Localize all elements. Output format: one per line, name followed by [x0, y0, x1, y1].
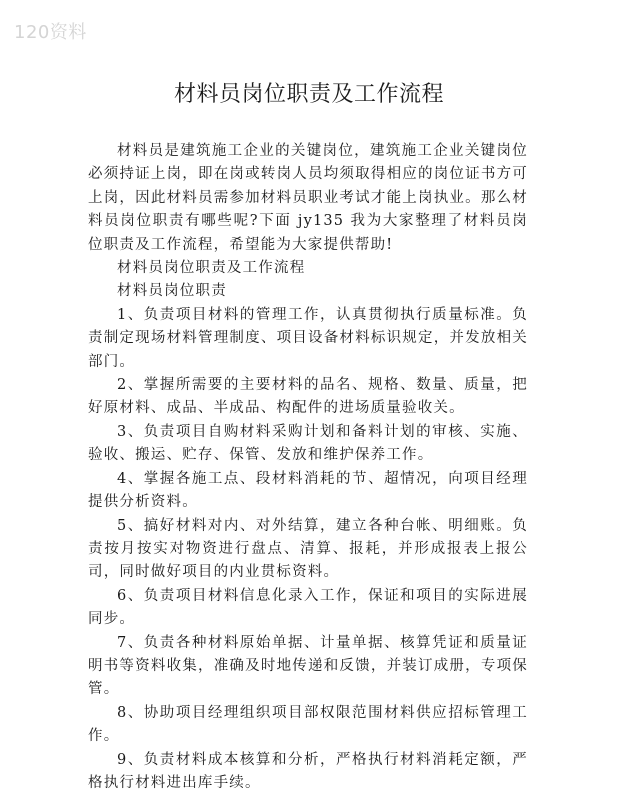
section-heading: 材料员岗位职责及工作流程 — [117, 260, 306, 277]
duty-item: 1、负责项目材料的管理工作，认真贯彻执行质量标准。负责制定现场材料管理制度、项目设备材料标识规定，并发放相关部门。 — [88, 306, 528, 370]
duty-item: 3、负责项目自购材料采购计划和备料计划的审核、实施、验收、搬运、贮存、保管、发放和维护保养工作。 — [88, 423, 528, 464]
duty-item: 4、掌握各施工点、段材料消耗的节、超情况，向项目经理提供分析资料。 — [88, 470, 528, 511]
duty-item: 7、负责各种材料原始单据、计量单据、核算凭证和质量证明书等资料收集，准确及时地传递和反馈，并装订成册，专项保管。 — [88, 634, 528, 698]
duty-item: 6、负责项目材料信息化录入工作，保证和项目的实际进展同步。 — [88, 587, 528, 628]
document-body — [88, 140, 528, 795]
intro-paragraph: 材料员是建筑施工企业的关键岗位，建筑施工企业关键岗位必须持证上岗，即在岗或转岗人员均须取得相应的岗位证书方可上岗，因此材料员需参加材料员职业考试才能上岗执业。那么材料员岗位职责有哪些呢?下面 jy135 我为大家整理了材料员岗位职责及工作流程，希望能为大家提供帮助! — [88, 143, 528, 253]
duty-item: 5、搞好材料对内、对外结算，建立各种台帐、明细账。负责按月按实对物资进行盘点、清算、报耗，并形成报表上报公司，同时做好项目的内业贯标资料。 — [88, 517, 528, 581]
duty-item: 9、负责材料成本核算和分析，严格执行材料消耗定额，严格执行材料进出库手续。 — [88, 751, 528, 791]
duty-item: 8、协助项目经理组织项目部权限范围材料供应招标管理工作。 — [88, 704, 528, 745]
watermark: 120资料 — [14, 22, 87, 43]
subsection-heading: 材料员岗位职责 — [117, 283, 227, 300]
duty-item: 2、掌握所需要的主要材料的品名、规格、数量、质量，把好原材料、成品、半成品、构配件的进场质量验收关。 — [88, 377, 528, 417]
document-title: 材料员岗位职责及工作流程 — [173, 82, 444, 107]
